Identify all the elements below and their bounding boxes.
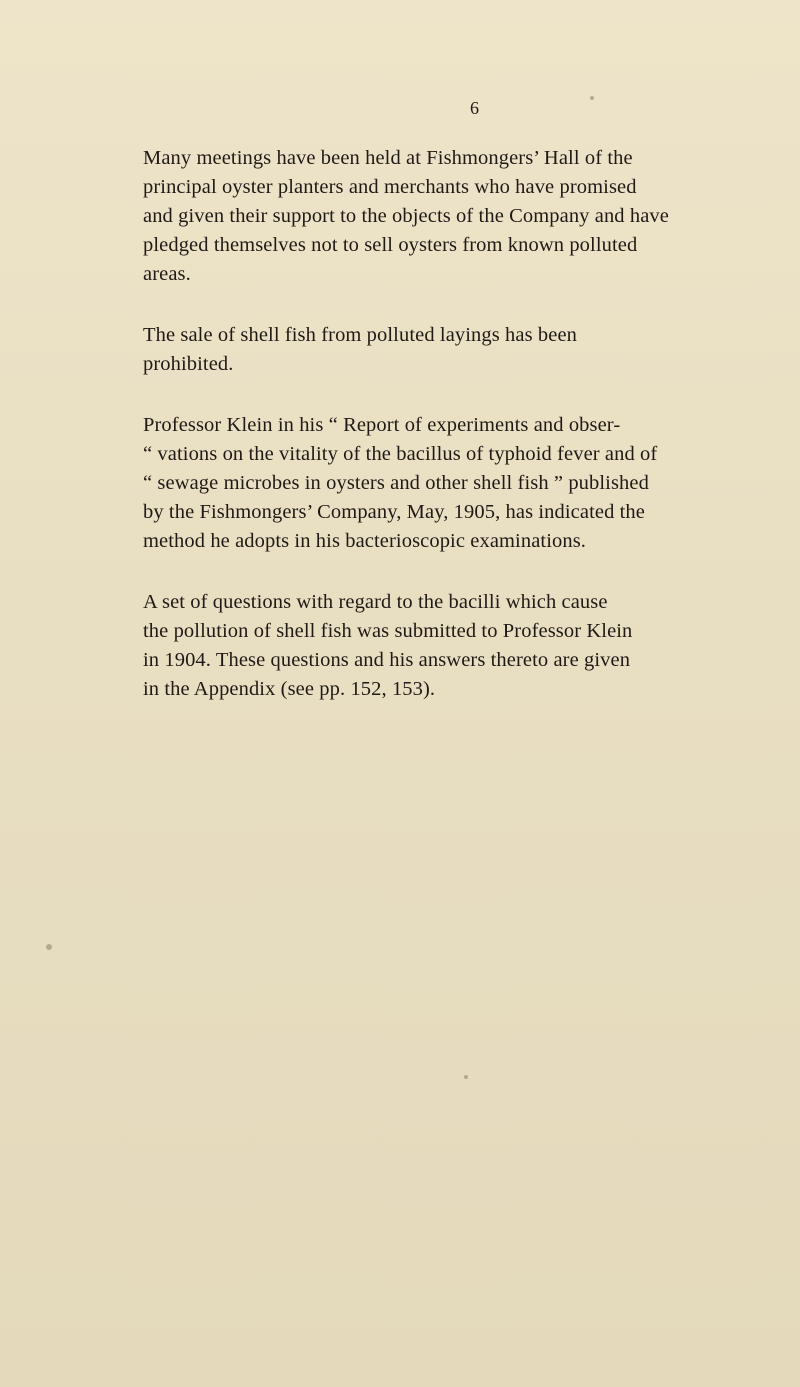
text-line: by the Fishmongers’ Company, May, 1905, has indicated the xyxy=(143,501,645,523)
text-line: and given their support to the objects of the Company and have xyxy=(143,205,669,227)
text-line: Professor Klein in his “ Report of experiments and obser- xyxy=(143,414,621,436)
paper-speck xyxy=(590,96,594,100)
paragraph xyxy=(143,588,728,704)
text-line: “ vations on the vitality of the bacillus of typhoid fever and of xyxy=(143,443,658,465)
text-line: in 1904. These questions and his answers thereto are given xyxy=(143,649,631,671)
text-line: The sale of shell fish from polluted layings has been xyxy=(143,324,577,346)
text-line: the pollution of shell fish was submitted to Professor Klein xyxy=(143,620,633,642)
text-line: prohibited. xyxy=(143,353,234,375)
paragraph xyxy=(143,411,728,556)
text-line: method he adopts in his bacterioscopic examinations. xyxy=(143,530,586,552)
paper-speck xyxy=(46,944,52,950)
text-line: principal oyster planters and merchants who have promised xyxy=(143,176,637,198)
text-line: in the Appendix (see pp. 152, 153). xyxy=(143,678,436,700)
paragraph xyxy=(143,144,728,289)
body-text xyxy=(143,144,728,704)
text-line: A set of questions with regard to the bacilli which cause xyxy=(143,591,608,613)
text-line: Many meetings have been held at Fishmongers’ Hall of the xyxy=(143,147,633,169)
text-line: “ sewage microbes in oysters and other shell fish ” published xyxy=(143,472,649,494)
text-line: areas. xyxy=(143,263,191,285)
paragraph xyxy=(143,321,728,379)
page-number: 6 xyxy=(470,98,479,118)
paper-speck xyxy=(464,1075,468,1079)
text-line: pledged themselves not to sell oysters from known polluted xyxy=(143,234,638,256)
